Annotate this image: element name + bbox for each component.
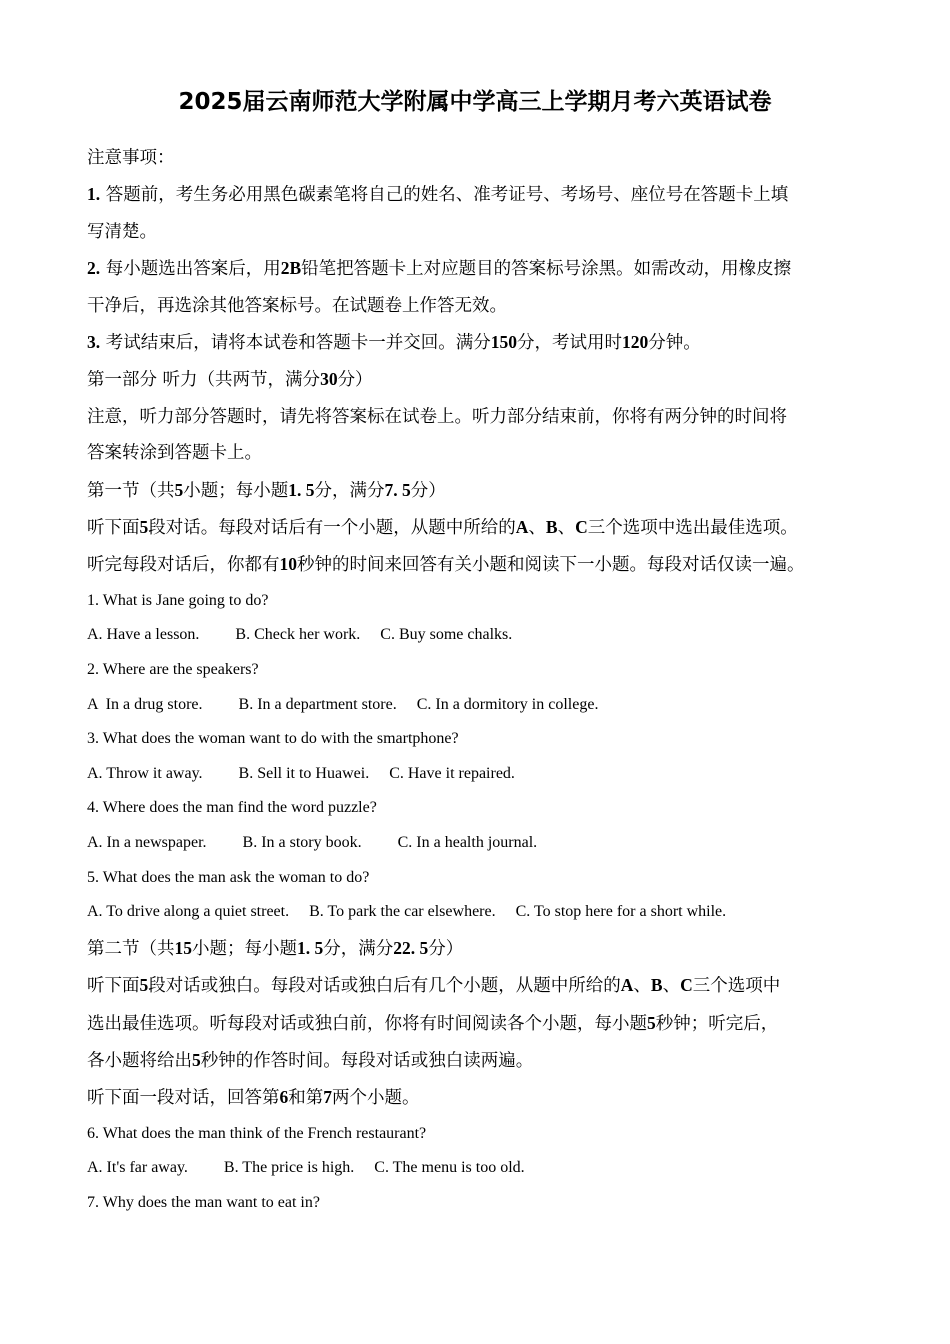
section2-instruction-3 xyxy=(87,1042,917,1079)
s1-h-c: 小题；每小题 xyxy=(183,480,289,501)
s2-option-letter-b: B xyxy=(650,975,663,996)
s2-question-count: 15 xyxy=(174,937,192,958)
s1-h-d: 分，满分 xyxy=(314,480,385,501)
option-letter-a: A xyxy=(515,517,529,538)
s2-points-each: 1. 5 xyxy=(297,937,324,958)
s2-i3-a: 各小题将给出 xyxy=(87,1051,192,1072)
s1-i1-sep2: 、 xyxy=(557,518,576,539)
page-title: 2025届云南师范大学附属中学高三上学期月考六英语试卷 xyxy=(178,89,772,115)
s2-question-7-ref: 7 xyxy=(323,1087,332,1108)
part1-heading-end: 分） xyxy=(337,370,373,391)
s2-total-points: 22. 5 xyxy=(393,937,429,958)
s2-question-6-ref: 6 xyxy=(279,1087,289,1108)
part1-note-line-1: 注意，听力部分答题时，请先将答案标在试卷上。听力部分结束前，你将有两分钟的时间将 xyxy=(87,406,787,427)
notice-item-1-number: 1. xyxy=(87,184,101,205)
notice-item-2-text-b: 铅笔把答题卡上对应题目的答案标号涂黑。如需改动，用橡皮擦 xyxy=(301,259,792,280)
section2-heading xyxy=(87,930,917,967)
s2-h-c: 小题；每小题 xyxy=(192,938,297,959)
notice-item-2-line-1 xyxy=(87,250,917,287)
question-5-options: A. To drive along a quiet street. B. To park the car elsewhere. C. To stop here for a short while. xyxy=(87,903,727,921)
question-4: 4. Where does the man find the word puzzle? xyxy=(87,799,377,817)
s2-option-letter-c: C xyxy=(680,975,693,996)
section2-instruction-1 xyxy=(87,967,917,1004)
question-2: 2. Where are the speakers? xyxy=(87,661,259,679)
s2-i1-count: 5 xyxy=(139,975,149,996)
s2-answer-seconds: 5 xyxy=(192,1050,201,1071)
s1-total-points: 7. 5 xyxy=(384,479,411,500)
question-6: 6. What does the man think of the French restaurant? xyxy=(87,1124,427,1142)
part1-score: 30 xyxy=(320,369,338,390)
part1-heading-text: 第一部分 听力（共两节，满分 xyxy=(87,370,321,391)
question-3-options: A. Throw it away. B. Sell it to Huawei. C. Have it repaired. xyxy=(87,764,515,782)
s2-option-letter-a: A xyxy=(620,975,634,996)
s1-question-count: 5 xyxy=(174,479,184,500)
exam-content xyxy=(87,140,917,1221)
section2-instruction-4 xyxy=(87,1079,917,1116)
s2-i1-sep2: 、 xyxy=(662,976,681,997)
notice-item-3-text-b: 分，考试用时 xyxy=(516,333,622,354)
section2-instruction-2 xyxy=(87,1005,917,1042)
section1-instruction-2 xyxy=(87,546,917,583)
option-letter-b: B xyxy=(545,517,558,538)
question-4-options: A. In a newspaper. B. In a story book. C. In a health journal. xyxy=(87,834,538,852)
question-5: 5. What does the man ask the woman to do? xyxy=(87,868,370,886)
notice-item-1-line-1 xyxy=(87,176,917,213)
s2-i1-c: 段对话或独白。每段对话或独白后有几个小题，从题中所给的 xyxy=(148,976,621,997)
s1-i1-a: 听下面 xyxy=(87,518,140,539)
section1-heading xyxy=(87,472,917,509)
question-6-options: A. It's far away. B. The price is high. C. The menu is too old. xyxy=(87,1159,525,1177)
notice-item-2-line-2: 干净后，再选涂其他答案标号。在试题卷上作答无效。 xyxy=(87,295,507,316)
option-letter-c: C xyxy=(575,517,588,538)
s2-h-a: 第二节（共 xyxy=(87,938,175,959)
s2-h-e: 分） xyxy=(428,938,464,959)
question-1-options: A. Have a lesson. B. Check her work. C. Buy some chalks. xyxy=(87,626,513,644)
notice-item-1-text: 答题前，考生务必用黑色碳素笔将自己的姓名、准考证号、考场号、座位号在答题卡上填 xyxy=(105,185,789,206)
notice-item-3-text-c: 分钟。 xyxy=(648,333,701,354)
question-2-options: A In a drug store. B. In a department store. C. In a dormitory in college. xyxy=(87,695,599,713)
s1-points-each: 1. 5 xyxy=(288,479,315,500)
s1-i1-f: 三个选项中选出最佳选项。 xyxy=(587,518,798,539)
s1-h-a: 第一节（共 xyxy=(87,480,175,501)
s1-answer-seconds: 10 xyxy=(279,554,297,575)
question-3: 3. What does the woman want to do with the smartphone? xyxy=(87,730,459,748)
s2-i1-a: 听下面 xyxy=(87,976,140,997)
notice-item-1-line-2: 写清楚。 xyxy=(87,221,157,242)
s2-i2-a: 选出最佳选项。听每段对话或独白前，你将有时间阅读各个小题，每小题 xyxy=(87,1013,647,1034)
s1-i1-sep1: 、 xyxy=(528,518,546,539)
s1-i2-c: 秒钟的时间来回答有关小题和阅读下一小题。每段对话仅读一遍。 xyxy=(297,555,805,576)
s1-i1-count: 5 xyxy=(139,517,149,538)
exam-duration: 120 xyxy=(621,332,649,353)
s2-i1-sep1: 、 xyxy=(633,976,651,997)
s2-i4-d: 两个小题。 xyxy=(332,1088,420,1109)
notice-item-3-text-a: 考试结束后，请将本试卷和答题卡一并交回。满分 xyxy=(105,333,491,354)
s1-i2-a: 听完每段对话后，你都有 xyxy=(87,555,280,576)
notice-item-3-number: 3. xyxy=(87,332,101,353)
notice-item-2-text-a: 每小题选出答案后，用 xyxy=(105,259,281,280)
full-score: 150 xyxy=(490,332,517,353)
part1-heading xyxy=(87,361,917,398)
s2-read-seconds: 5 xyxy=(647,1012,656,1033)
section1-instruction-1 xyxy=(87,509,917,546)
notice-item-3 xyxy=(87,324,917,361)
pencil-grade: 2B xyxy=(280,258,302,279)
s2-i2-c: 秒钟；听完后， xyxy=(655,1013,779,1034)
s2-h-d: 分，满分 xyxy=(323,938,394,959)
s1-h-e: 分） xyxy=(410,480,446,501)
s2-i4-a: 听下面一段对话，回答第 xyxy=(87,1088,280,1109)
part1-note-line-2: 答案转涂到答题卡上。 xyxy=(87,443,262,464)
notice-item-2-number: 2. xyxy=(87,258,101,279)
question-1: 1. What is Jane going to do? xyxy=(87,591,269,609)
s2-i1-f: 三个选项中 xyxy=(692,976,781,997)
s1-i1-c: 段对话。每段对话后有一个小题，从题中所给的 xyxy=(148,518,516,539)
question-7: 7. Why does the man want to eat in? xyxy=(87,1194,320,1212)
s2-i3-c: 秒钟的作答时间。每段对话或独白读两遍。 xyxy=(200,1051,534,1072)
s2-i4-c: 和第 xyxy=(288,1088,324,1109)
notice-heading: 注意事项： xyxy=(87,148,175,168)
